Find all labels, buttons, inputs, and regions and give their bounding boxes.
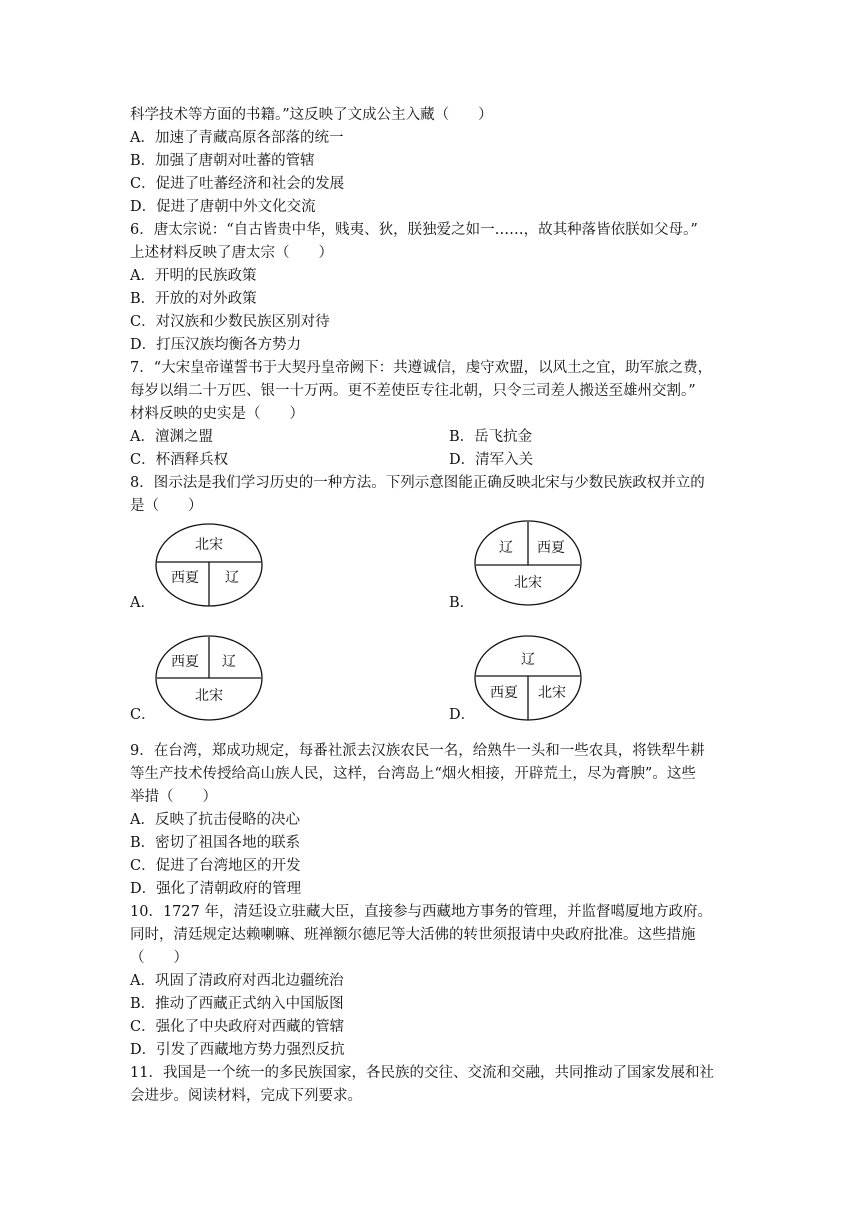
q7-stem-line2: 每岁以绢二十万匹、银一十万两。更不差使臣专往北朝，只令三司差人搬送至雄州交割。” [130, 383, 696, 399]
q10-option-d[interactable]: D．引发了西藏地方势力强烈反抗 [130, 1042, 345, 1058]
q10-stem-line1: 10．1727 年，清廷设立驻藏大臣，直接参与西藏地方事务的管理，并监督噶厦地方政府。 [130, 904, 712, 920]
diagram-c-top-right: 辽 [222, 654, 236, 670]
q9-stem-line1: 9．在台湾，郑成功规定，每番社派去汉族农民一名，给熟牛一头和一些农具，将铁犁牛耕 [130, 743, 705, 759]
q7-stem-line3: 材料反映的史实是（ ） [130, 406, 304, 422]
q10-stem-line2: 同时，清廷规定达赖喇嘛、班禅额尔德尼等大活佛的转世须报请中央政府批准。这些措施 [130, 927, 696, 943]
q8-diagram-c[interactable] [153, 634, 265, 722]
q5-option-d[interactable]: D．促进了唐朝中外文化交流 [130, 199, 316, 215]
q10-option-c[interactable]: C．强化了中央政府对西藏的管辖 [130, 1019, 345, 1035]
q5-option-b[interactable]: B．加强了唐朝对吐蕃的管辖 [130, 153, 315, 169]
q5-option-a[interactable]: A．加速了青藏高原各部落的统一 [130, 130, 344, 146]
q10-option-a[interactable]: A．巩固了清政府对西北边疆统治 [130, 973, 344, 989]
q8-diagram-b[interactable] [472, 519, 584, 607]
q7-option-d[interactable]: D．清军入关 [449, 452, 534, 468]
q9-option-d[interactable]: D．强化了清朝政府的管理 [130, 881, 302, 897]
diagram-b-bottom: 北宋 [514, 575, 542, 591]
q9-option-c[interactable]: C．促进了台湾地区的开发 [130, 858, 301, 874]
q10-stem-line3: （ ） [130, 950, 188, 966]
diagram-d-bottom-left: 西夏 [490, 685, 518, 701]
q6-stem-line1: 6．唐太宗说：“自古皆贵中华，贱夷、狄，朕独爱之如一……，故其种落皆依朕如父母。” [130, 222, 698, 238]
q6-option-c[interactable]: C．对汉族和少数民族区别对待 [130, 314, 330, 330]
q6-option-a[interactable]: A．开明的民族政策 [130, 268, 257, 284]
q9-option-b[interactable]: B．密切了祖国各地的联系 [130, 835, 301, 851]
q5-stem: 科学技术等方面的书籍。”这反映了文成公主入藏（ ） [130, 107, 493, 123]
q8-option-b-label[interactable]: B． [449, 595, 475, 611]
diagram-b-top-right: 西夏 [537, 540, 565, 556]
q10-option-b[interactable]: B．推动了西藏正式纳入中国版图 [130, 996, 344, 1012]
q5-option-c[interactable]: C．促进了吐蕃经济和社会的发展 [130, 176, 345, 192]
q7-option-c[interactable]: C．杯酒释兵权 [130, 452, 229, 468]
q8-option-a-label[interactable]: A． [130, 595, 155, 611]
diagram-a-bottom-right: 辽 [225, 570, 239, 586]
q8-diagram-d[interactable] [472, 634, 584, 722]
diagram-d-top: 辽 [521, 652, 535, 668]
q6-option-b[interactable]: B．开放的对外政策 [130, 291, 257, 307]
q9-stem-line3: 举措（ ） [130, 789, 217, 805]
diagram-c-top-left: 西夏 [171, 654, 199, 670]
diagram-c-bottom: 北宋 [195, 688, 223, 704]
q6-stem-line2: 上述材料反映了唐太宗（ ） [130, 245, 333, 261]
diagram-b-top-left: 辽 [499, 540, 513, 556]
q7-option-b[interactable]: B．岳飞抗金 [449, 429, 533, 445]
q9-stem-line2: 等生产技术传授给高山族人民，这样，台湾岛上“烟火相接，开辟荒土，尽为膏腴”。这些 [130, 766, 696, 782]
q8-stem-line1: 8．图示法是我们学习历史的一种方法。下列示意图能正确反映北宋与少数民族政权并立的 [130, 475, 705, 491]
diagram-a-bottom-left: 西夏 [171, 570, 199, 586]
diagram-d-bottom-right: 北宋 [538, 685, 566, 701]
diagram-a-top: 北宋 [195, 537, 223, 553]
q8-stem-line2: 是（ ） [130, 498, 203, 514]
q9-option-a[interactable]: A．反映了抗击侵略的决心 [130, 812, 300, 828]
q8-option-d-label[interactable]: D． [449, 707, 476, 723]
q8-diagram-a[interactable] [153, 522, 265, 608]
q11-stem-line1: 11．我国是一个统一的多民族国家，各民族的交往、交流和交融，共同推动了国家发展和社 [130, 1065, 714, 1081]
q7-option-a[interactable]: A．澶渊之盟 [130, 429, 213, 445]
q11-stem-line2: 会进步。阅读材料，完成下列要求。 [130, 1088, 362, 1104]
q8-option-c-label[interactable]: C． [130, 707, 156, 723]
q7-stem-line1: 7．“大宋皇帝谨誓书于大契丹皇帝阙下：共遵诚信，虔守欢盟，以风土之宜，助军旅之费， [130, 360, 713, 376]
q6-option-d[interactable]: D．打压汉族均衡各方势力 [130, 337, 302, 353]
